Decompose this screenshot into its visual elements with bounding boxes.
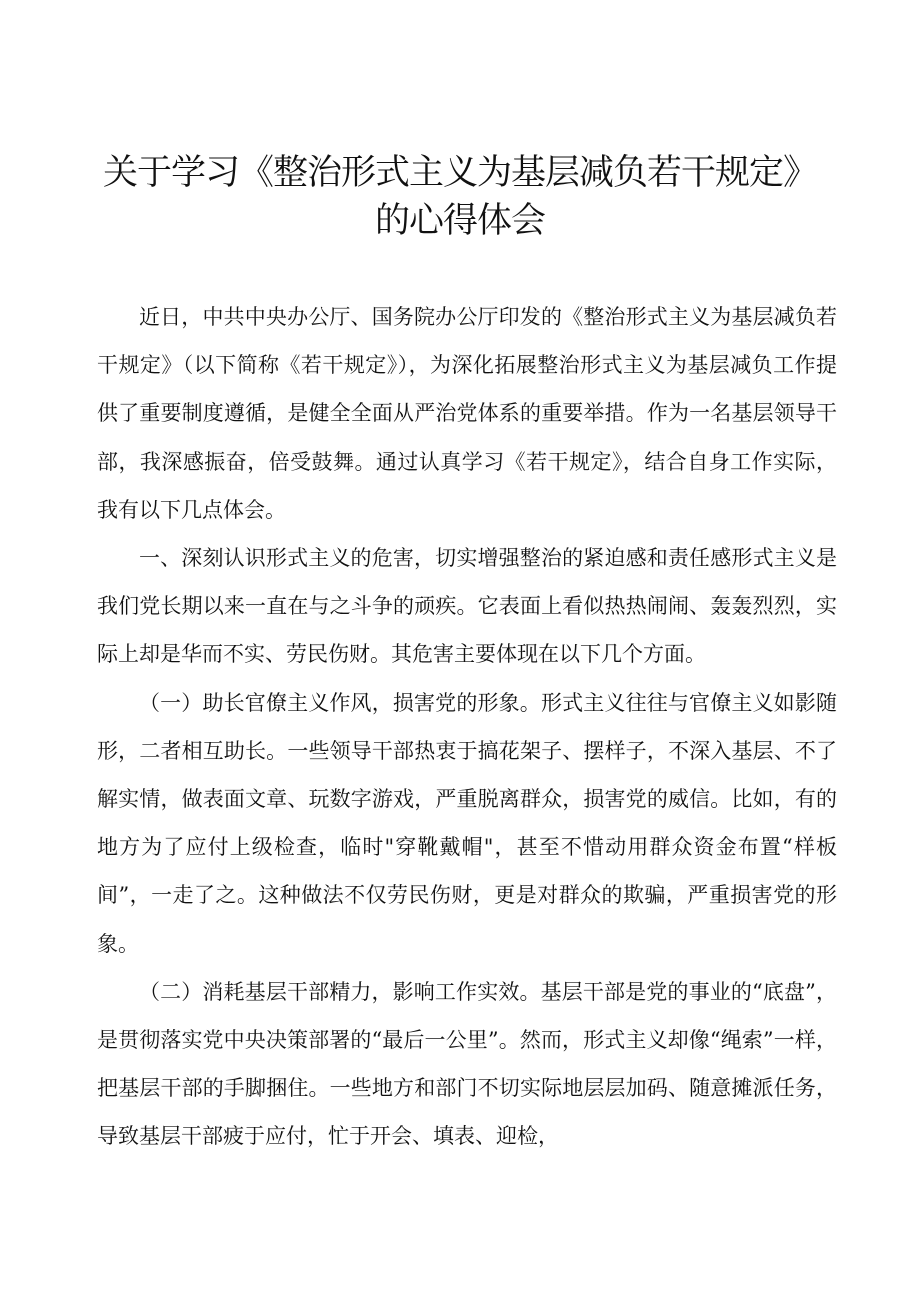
paragraph-section-one (97, 534, 837, 679)
paragraph-text: 形式主义是我们党长期以来一直在与之斗争的顽疾。它表面上看似热热闹闹、轰轰烈烈，实际上却是华而不实、劳民伤财。其危害主要体现在以下几个方面。 (97, 546, 837, 667)
paragraph-text: （二）消耗基层干部精力，影响工作实效。基层干部是党的事业的“底盘”，是贯彻落实党中央决策部署的“最后一公里”。然而，形式主义却像“绳索”一样，把基层干部的手脚捆住。一些地方和部门不切实际地层层加码、随意摊派任务，导致基层干部疲于应付，忙于开会、填表、迎检， (97, 979, 837, 1149)
paragraph-text: 近日，中共中央办公厅、国务院办公厅印发的《整治形式主义为基层减负若干规定》（以下简称《若干规定》），为深化拓展整治形式主义为基层减负工作提供了重要制度遵循，是健全全面从严治党体系的重要举措。作为一名基层领导干部，我深感振奋，倍受鼓舞。通过认真学习《若干规定》，结合自身工作实际，我有以下几点体会。 (97, 305, 837, 522)
paragraph-point-one (97, 679, 837, 968)
paragraph-intro (97, 293, 837, 534)
paragraph-text: （一）助长官僚主义作风，损害党的形象。形式主义往往与官僚主义如影随形，二者相互助长。一些领导干部热衷于搞花架子、摆样子，不深入基层、不了解实情，做表面文章、玩数字游戏，严重脱离群众，损害党的威信。比如，有的地方为了应付上级检查，临时"穿靴戴帽"，甚至不惜动用群众资金布置“样板间”，一走了之。这种做法不仅劳民伤财，更是对群众的欺骗，严重损害党的形象。 (97, 690, 837, 956)
paragraph-point-two (97, 968, 837, 1161)
document-body (97, 293, 837, 1161)
document-title-line-2: 的心得体会 (374, 201, 545, 241)
section-heading: 一、深刻认识形式主义的危害，切实增强整治的紧迫感和责任感 (139, 546, 732, 571)
document-title-line-1: 关于学习《整治形式主义为基层减负若干规定》 (102, 153, 817, 193)
